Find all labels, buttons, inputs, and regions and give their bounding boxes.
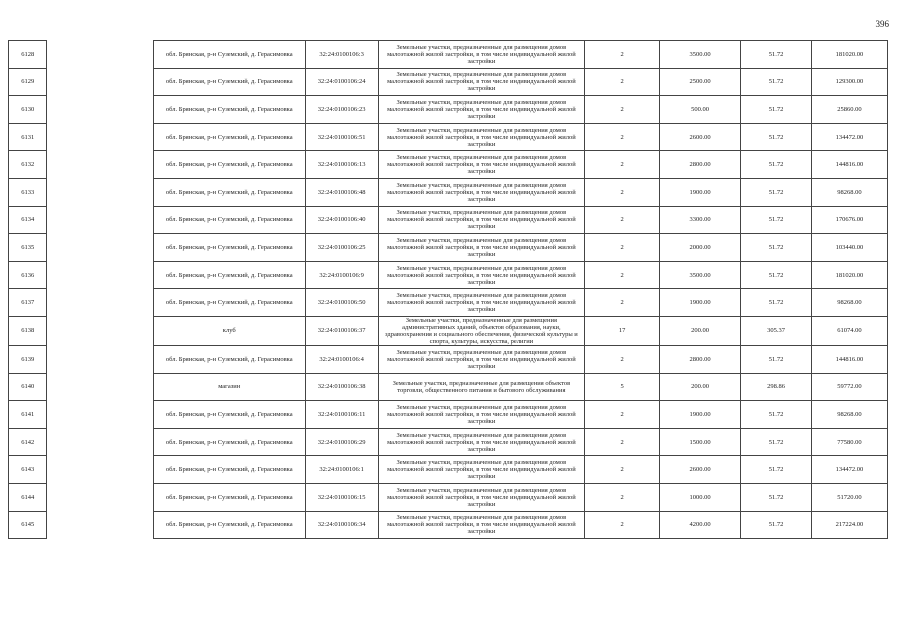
area-cell: 200.00 (660, 316, 741, 345)
row-id-cell: 6130 (9, 96, 47, 124)
cadastral-number-cell: 32:24:0100106:25 (305, 234, 378, 262)
table-row (9, 345, 888, 373)
cadastral-value-cell: 98268.00 (811, 289, 887, 317)
row-id-cell: 6136 (9, 261, 47, 289)
cadastral-number-cell: 32:24:0100106:24 (305, 68, 378, 96)
specific-value-cell: 305.37 (741, 316, 812, 345)
address-cell: обл. Брянская, р-н Суземский, д. Герасимовка (153, 234, 305, 262)
cadastral-number-cell: 32:24:0100106:15 (305, 483, 378, 511)
use-code-cell: 2 (585, 68, 660, 96)
area-cell: 200.00 (660, 373, 741, 401)
land-use-description-cell: Земельные участки, предназначенные для размещения домов малоэтажной жилой застройки, в том числе индивидуальной жилой застройки (378, 151, 585, 179)
row-id-cell: 6128 (9, 41, 47, 69)
area-cell: 4200.00 (660, 511, 741, 539)
address-cell: обл. Брянская, р-н Суземский, д. Герасимовка (153, 456, 305, 484)
cadastral-value-cell: 217224.00 (811, 511, 887, 539)
land-use-description-cell: Земельные участки, предназначенные для размещения домов малоэтажной жилой застройки, в том числе индивидуальной жилой застройки (378, 123, 585, 151)
table-row (9, 96, 888, 124)
table-row (9, 41, 888, 69)
address-cell: магазин (153, 373, 305, 401)
empty-cell (47, 123, 153, 151)
table-body (9, 41, 888, 539)
area-cell: 2800.00 (660, 345, 741, 373)
empty-cell (47, 178, 153, 206)
use-code-cell: 2 (585, 511, 660, 539)
page-number: 396 (875, 19, 889, 29)
address-cell: обл. Брянская, р-н Суземский, д. Герасимовка (153, 261, 305, 289)
cadastral-number-cell: 32:24:0100106:11 (305, 401, 378, 429)
specific-value-cell: 51.72 (741, 345, 812, 373)
cadastral-value-cell: 181020.00 (811, 41, 887, 69)
use-code-cell: 2 (585, 261, 660, 289)
address-cell: обл. Брянская, р-н Суземский, д. Герасимовка (153, 151, 305, 179)
table-row (9, 234, 888, 262)
empty-cell (47, 401, 153, 429)
row-id-cell: 6144 (9, 483, 47, 511)
cadastral-value-cell: 103440.00 (811, 234, 887, 262)
address-cell: обл. Брянская, р-н Суземский, д. Герасимовка (153, 96, 305, 124)
area-cell: 1900.00 (660, 178, 741, 206)
empty-cell (47, 511, 153, 539)
cadastral-number-cell: 32:24:0100106:3 (305, 41, 378, 69)
specific-value-cell: 51.72 (741, 123, 812, 151)
specific-value-cell: 51.72 (741, 428, 812, 456)
land-use-description-cell: Земельные участки, предназначенные для размещения домов малоэтажной жилой застройки, в том числе индивидуальной жилой застройки (378, 401, 585, 429)
specific-value-cell: 51.72 (741, 68, 812, 96)
area-cell: 3300.00 (660, 206, 741, 234)
row-id-cell: 6142 (9, 428, 47, 456)
row-id-cell: 6134 (9, 206, 47, 234)
land-use-description-cell: Земельные участки, предназначенные для размещения домов малоэтажной жилой застройки, в том числе индивидуальной жилой застройки (378, 289, 585, 317)
use-code-cell: 2 (585, 178, 660, 206)
table-row (9, 316, 888, 345)
address-cell: обл. Брянская, р-н Суземский, д. Герасимовка (153, 511, 305, 539)
use-code-cell: 2 (585, 41, 660, 69)
specific-value-cell: 51.72 (741, 289, 812, 317)
land-use-description-cell: Земельные участки, предназначенные для размещения домов малоэтажной жилой застройки, в том числе индивидуальной жилой застройки (378, 428, 585, 456)
table-row (9, 289, 888, 317)
row-id-cell: 6129 (9, 68, 47, 96)
specific-value-cell: 51.72 (741, 234, 812, 262)
address-cell: обл. Брянская, р-н Суземский, д. Герасимовка (153, 428, 305, 456)
cadastral-value-cell: 129300.00 (811, 68, 887, 96)
cadastral-value-cell: 77580.00 (811, 428, 887, 456)
area-cell: 3500.00 (660, 41, 741, 69)
specific-value-cell: 298.86 (741, 373, 812, 401)
specific-value-cell: 51.72 (741, 511, 812, 539)
address-cell: клуб (153, 316, 305, 345)
row-id-cell: 6143 (9, 456, 47, 484)
land-use-description-cell: Земельные участки, предназначенные для размещения домов малоэтажной жилой застройки, в том числе индивидуальной жилой застройки (378, 456, 585, 484)
cadastral-number-cell: 32:24:0100106:40 (305, 206, 378, 234)
table-row (9, 151, 888, 179)
specific-value-cell: 51.72 (741, 401, 812, 429)
land-use-description-cell: Земельные участки, предназначенные для размещения домов малоэтажной жилой застройки, в том числе индивидуальной жилой застройки (378, 483, 585, 511)
land-use-description-cell: Земельные участки, предназначенные для размещения домов малоэтажной жилой застройки, в том числе индивидуальной жилой застройки (378, 96, 585, 124)
area-cell: 2600.00 (660, 456, 741, 484)
land-use-description-cell: Земельные участки, предназначенные для размещения объектов торговли, общественного питания и бытового обслуживания (378, 373, 585, 401)
area-cell: 2000.00 (660, 234, 741, 262)
empty-cell (47, 151, 153, 179)
cadastral-number-cell: 32:24:0100106:13 (305, 151, 378, 179)
table-row (9, 123, 888, 151)
cadastral-number-cell: 32:24:0100106:48 (305, 178, 378, 206)
row-id-cell: 6137 (9, 289, 47, 317)
area-cell: 2800.00 (660, 151, 741, 179)
cadastral-value-cell: 59772.00 (811, 373, 887, 401)
empty-cell (47, 483, 153, 511)
row-id-cell: 6139 (9, 345, 47, 373)
use-code-cell: 2 (585, 428, 660, 456)
address-cell: обл. Брянская, р-н Суземский, д. Герасимовка (153, 178, 305, 206)
use-code-cell: 2 (585, 345, 660, 373)
cadastral-number-cell: 32:24:0100106:23 (305, 96, 378, 124)
address-cell: обл. Брянская, р-н Суземский, д. Герасимовка (153, 289, 305, 317)
empty-cell (47, 345, 153, 373)
table-row (9, 178, 888, 206)
table-row (9, 456, 888, 484)
table-row (9, 206, 888, 234)
area-cell: 2500.00 (660, 68, 741, 96)
cadastral-number-cell: 32:24:0100106:51 (305, 123, 378, 151)
use-code-cell: 2 (585, 234, 660, 262)
area-cell: 2600.00 (660, 123, 741, 151)
table-row (9, 68, 888, 96)
cadastral-value-cell: 134472.00 (811, 123, 887, 151)
cadastral-value-cell: 98268.00 (811, 178, 887, 206)
use-code-cell: 2 (585, 96, 660, 124)
empty-cell (47, 234, 153, 262)
cadastral-value-cell: 170676.00 (811, 206, 887, 234)
address-cell: обл. Брянская, р-н Суземский, д. Герасимовка (153, 401, 305, 429)
land-use-description-cell: Земельные участки, предназначенные для размещения домов малоэтажной жилой застройки, в том числе индивидуальной жилой застройки (378, 178, 585, 206)
use-code-cell: 2 (585, 483, 660, 511)
empty-cell (47, 68, 153, 96)
specific-value-cell: 51.72 (741, 151, 812, 179)
row-id-cell: 6145 (9, 511, 47, 539)
table-row (9, 373, 888, 401)
cadastral-number-cell: 32:24:0100106:50 (305, 289, 378, 317)
specific-value-cell: 51.72 (741, 483, 812, 511)
use-code-cell: 2 (585, 206, 660, 234)
empty-cell (47, 289, 153, 317)
land-use-description-cell: Земельные участки, предназначенные для размещения домов малоэтажной жилой застройки, в том числе индивидуальной жилой застройки (378, 68, 585, 96)
row-id-cell: 6133 (9, 178, 47, 206)
cadastral-number-cell: 32:24:0100106:1 (305, 456, 378, 484)
cadastral-number-cell: 32:24:0100106:34 (305, 511, 378, 539)
land-use-description-cell: Земельные участки, предназначенные для размещения домов малоэтажной жилой застройки, в том числе индивидуальной жилой застройки (378, 261, 585, 289)
empty-cell (47, 456, 153, 484)
use-code-cell: 5 (585, 373, 660, 401)
land-use-description-cell: Земельные участки, предназначенные для размещения домов малоэтажной жилой застройки, в том числе индивидуальной жилой застройки (378, 345, 585, 373)
area-cell: 1000.00 (660, 483, 741, 511)
land-plots-table (8, 40, 888, 539)
table-row (9, 511, 888, 539)
cadastral-value-cell: 134472.00 (811, 456, 887, 484)
empty-cell (47, 316, 153, 345)
cadastral-number-cell: 32:24:0100106:37 (305, 316, 378, 345)
use-code-cell: 2 (585, 456, 660, 484)
use-code-cell: 2 (585, 151, 660, 179)
cadastral-number-cell: 32:24:0100106:9 (305, 261, 378, 289)
empty-cell (47, 373, 153, 401)
cadastral-number-cell: 32:24:0100106:29 (305, 428, 378, 456)
empty-cell (47, 206, 153, 234)
row-id-cell: 6132 (9, 151, 47, 179)
cadastral-value-cell: 98268.00 (811, 401, 887, 429)
use-code-cell: 2 (585, 123, 660, 151)
specific-value-cell: 51.72 (741, 206, 812, 234)
land-use-description-cell: Земельные участки, предназначенные для размещения домов малоэтажной жилой застройки, в том числе индивидуальной жилой застройки (378, 511, 585, 539)
specific-value-cell: 51.72 (741, 178, 812, 206)
table-row (9, 483, 888, 511)
area-cell: 1900.00 (660, 289, 741, 317)
cadastral-value-cell: 51720.00 (811, 483, 887, 511)
cadastral-value-cell: 144816.00 (811, 151, 887, 179)
cadastral-value-cell: 181020.00 (811, 261, 887, 289)
empty-cell (47, 428, 153, 456)
table-row (9, 401, 888, 429)
land-use-description-cell: Земельные участки, предназначенные для размещения домов малоэтажной жилой застройки, в том числе индивидуальной жилой застройки (378, 234, 585, 262)
area-cell: 3500.00 (660, 261, 741, 289)
area-cell: 1900.00 (660, 401, 741, 429)
use-code-cell: 2 (585, 289, 660, 317)
area-cell: 1500.00 (660, 428, 741, 456)
cadastral-value-cell: 144816.00 (811, 345, 887, 373)
row-id-cell: 6131 (9, 123, 47, 151)
row-id-cell: 6135 (9, 234, 47, 262)
specific-value-cell: 51.72 (741, 261, 812, 289)
row-id-cell: 6141 (9, 401, 47, 429)
empty-cell (47, 41, 153, 69)
address-cell: обл. Брянская, р-н Суземский, д. Герасимовка (153, 68, 305, 96)
empty-cell (47, 261, 153, 289)
row-id-cell: 6140 (9, 373, 47, 401)
specific-value-cell: 51.72 (741, 41, 812, 69)
area-cell: 500.00 (660, 96, 741, 124)
use-code-cell: 2 (585, 401, 660, 429)
address-cell: обл. Брянская, р-н Суземский, д. Герасимовка (153, 345, 305, 373)
empty-cell (47, 96, 153, 124)
cadastral-number-cell: 32:24:0100106:4 (305, 345, 378, 373)
cadastral-number-cell: 32:24:0100106:38 (305, 373, 378, 401)
table-row (9, 261, 888, 289)
address-cell: обл. Брянская, р-н Суземский, д. Герасимовка (153, 123, 305, 151)
cadastral-value-cell: 61074.00 (811, 316, 887, 345)
address-cell: обл. Брянская, р-н Суземский, д. Герасимовка (153, 41, 305, 69)
land-use-description-cell: Земельные участки, предназначенные для размещения административных зданий, объектов образования, науки, здравоохранения и социального обеспечения, физической культуры и спорта, культуры, искусства, религии (378, 316, 585, 345)
table-row (9, 428, 888, 456)
cadastral-value-cell: 25860.00 (811, 96, 887, 124)
address-cell: обл. Брянская, р-н Суземский, д. Герасимовка (153, 206, 305, 234)
row-id-cell: 6138 (9, 316, 47, 345)
address-cell: обл. Брянская, р-н Суземский, д. Герасимовка (153, 483, 305, 511)
specific-value-cell: 51.72 (741, 96, 812, 124)
use-code-cell: 17 (585, 316, 660, 345)
land-use-description-cell: Земельные участки, предназначенные для размещения домов малоэтажной жилой застройки, в том числе индивидуальной жилой застройки (378, 206, 585, 234)
land-use-description-cell: Земельные участки, предназначенные для размещения домов малоэтажной жилой застройки, в том числе индивидуальной жилой застройки (378, 41, 585, 69)
specific-value-cell: 51.72 (741, 456, 812, 484)
